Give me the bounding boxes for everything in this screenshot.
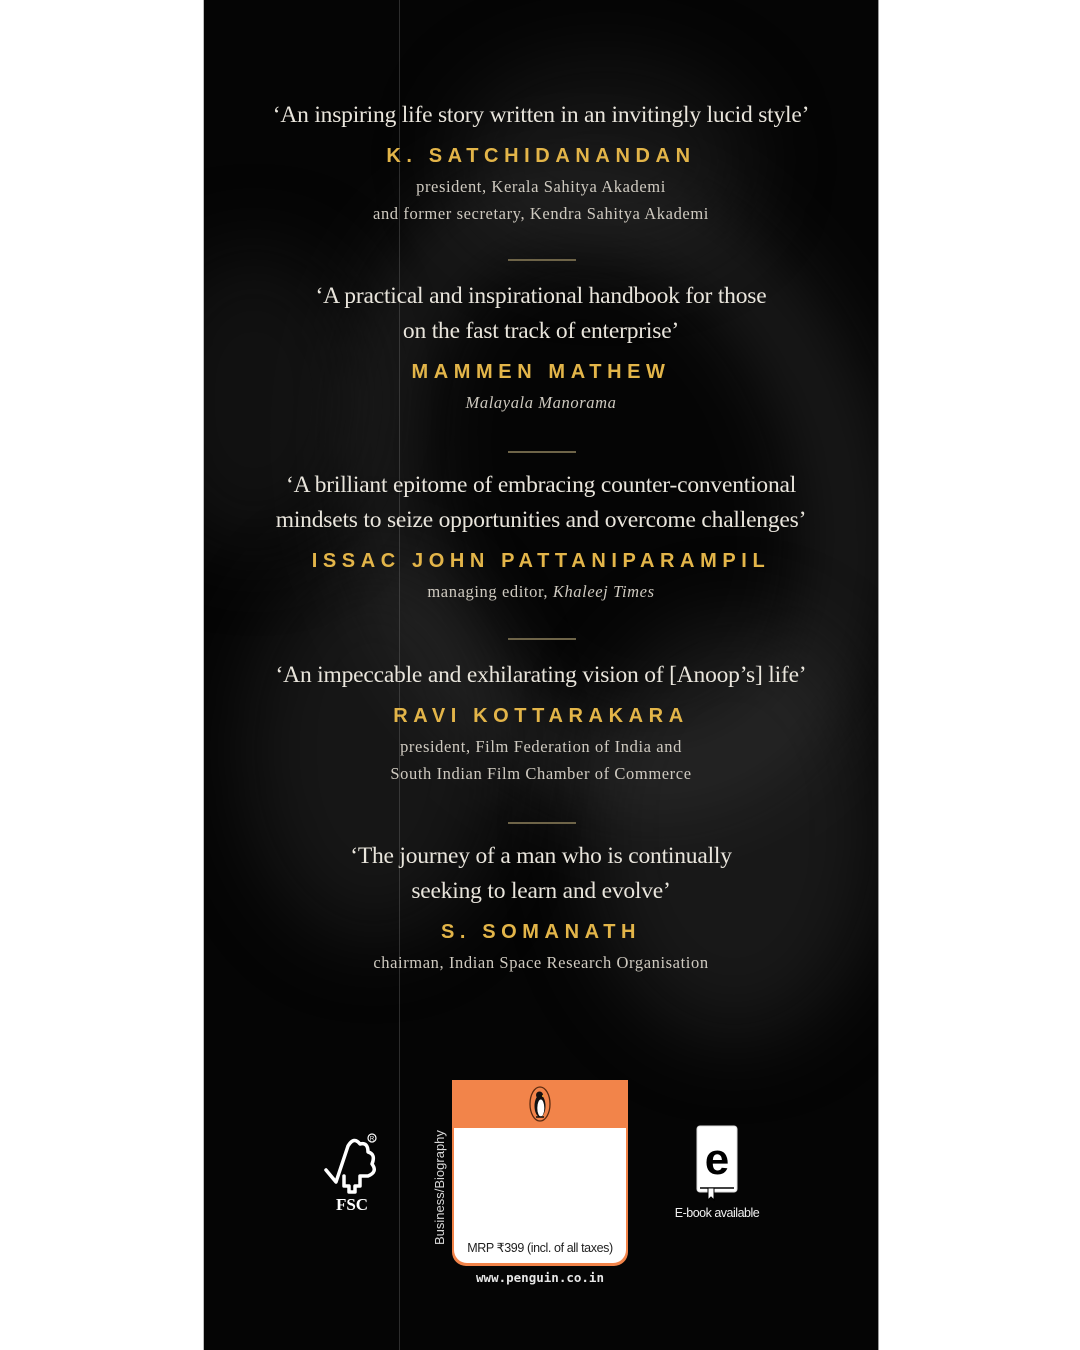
blurb-role-line: president, Kerala Sahitya Akademi xyxy=(416,177,666,196)
blurb-quote-line: ‘A practical and inspirational handbook for those xyxy=(315,283,767,309)
price-sticker-area xyxy=(454,1128,626,1263)
blurb-1 xyxy=(204,98,878,227)
blurb-quote: ‘An inspiring life story written in an invitingly lucid style’ xyxy=(272,102,810,128)
blurb-3 xyxy=(204,468,878,605)
blurb-quote-line: seeking to learn and evolve’ xyxy=(411,878,671,904)
penguin-price-label xyxy=(452,1080,628,1266)
blurb-quote-line: ‘The journey of a man who is continually xyxy=(350,843,732,869)
ebook-available-label: E-book available xyxy=(674,1206,760,1220)
publisher-website: www.penguin.co.in xyxy=(476,1270,604,1285)
blurb-role-prefix: managing editor, xyxy=(427,582,553,601)
blurb-role xyxy=(204,733,878,787)
blurb-5 xyxy=(204,839,878,976)
blurb-role-line: Malayala Manorama xyxy=(465,393,617,412)
blurb-role-line: president, Film Federation of India and xyxy=(400,737,682,756)
gold-divider xyxy=(508,259,576,261)
book-back-cover xyxy=(203,0,879,1350)
blurb-quote-line: ‘A brilliant epitome of embracing counter-conventional xyxy=(285,472,797,498)
blurb-quote-line: on the fast track of enterprise’ xyxy=(402,318,680,344)
mrp-price: MRP ₹399 (incl. of all taxes) xyxy=(467,1241,613,1255)
blurb-quote xyxy=(204,468,878,538)
blurb-role-line: chairman, Indian Space Research Organisation xyxy=(373,953,709,972)
svg-text:e: e xyxy=(704,1135,730,1184)
blurb-role-line: South Indian Film Chamber of Commerce xyxy=(390,764,692,783)
blurb-author: MAMMEN MATHEW xyxy=(411,361,671,383)
genre-label: Business/Biography xyxy=(432,1130,447,1245)
gold-divider xyxy=(508,451,576,453)
fsc-tree-checkmark-icon xyxy=(322,1130,382,1215)
blurb-quote: ‘An impeccable and exhilarating vision of [Anoop’s] life’ xyxy=(275,662,807,688)
blurb-author: S. SOMANATH xyxy=(440,921,642,943)
blurb-author: RAVI KOTTARAKARA xyxy=(393,705,689,727)
blurb-quote xyxy=(204,839,878,909)
blurb-role xyxy=(204,173,878,227)
blurb-quote xyxy=(204,279,878,349)
gold-divider xyxy=(508,822,576,824)
blurb-author: ISSAC JOHN PATTANIPARAMPIL xyxy=(311,550,771,572)
blurb-role-line: and former secretary, Kendra Sahitya Akademi xyxy=(373,204,709,223)
blurb-4 xyxy=(204,658,878,787)
penguin-logo-icon xyxy=(529,1086,551,1122)
gold-divider xyxy=(508,638,576,640)
blurb-author: K. SATCHIDANANDAN xyxy=(386,145,696,167)
blurb-role xyxy=(204,389,878,416)
blurb-quote-line: mindsets to seize opportunities and overcome challenges’ xyxy=(275,507,807,533)
blurb-role xyxy=(204,578,878,605)
blurb-role xyxy=(204,949,878,976)
blurb-2 xyxy=(204,279,878,416)
ebook-icon xyxy=(694,1124,740,1202)
blurb-role-publication: Khaleej Times xyxy=(552,582,655,601)
svg-text:FSC: FSC xyxy=(335,1195,369,1214)
svg-text:R: R xyxy=(369,1136,375,1143)
